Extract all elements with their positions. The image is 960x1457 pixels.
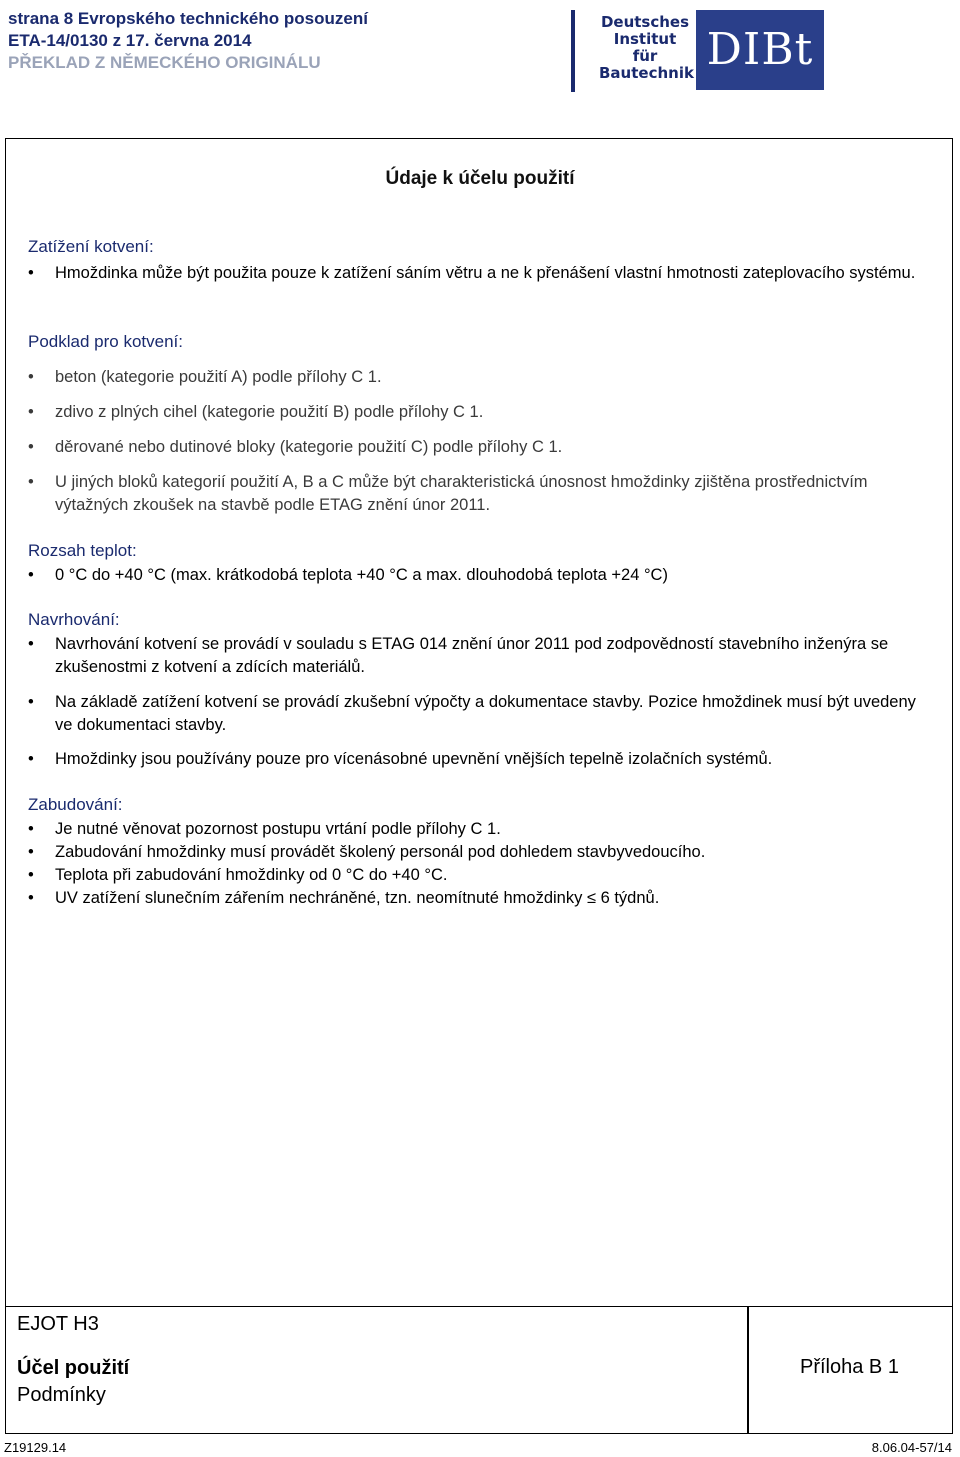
- list-item: • Teplota při zabudování hmoždinky od 0 °C do +40 °C.: [28, 866, 448, 884]
- list-item: • U jiných bloků kategorií použití A, B a C může být charakteristická únosnost hmoždinky zjištěna prostřednictvím výtažných zkoušek na stavbě podle ETAG znění únor 2011.: [28, 473, 868, 514]
- footer-product: EJOT H3: [17, 1313, 99, 1335]
- list-item: • beton (kategorie použití A) podle přílohy C 1.: [28, 368, 382, 386]
- footer-code-left: Z19129.14: [4, 1440, 67, 1455]
- section-heading-anchorage-load: Zatížení kotvení:: [28, 237, 154, 256]
- list-item: • Hmoždinka může být použita pouze k zatížení sáním větru a ne k přenášení vlastní hmotnosti zateplovacího systému.: [28, 264, 916, 282]
- footer-annex: Příloha B 1: [800, 1356, 899, 1378]
- logo-mark: DIBt: [696, 10, 824, 90]
- list-item: • Na základě zatížení kotvení se provádí zkušební výpočty a dokumentace stavby. Pozice hmoždinek musí být uvedeny ve dokumentaci stavby.: [28, 693, 916, 734]
- footer-subtitle: Podmínky: [17, 1384, 106, 1406]
- section-heading-installation: Zabudování:: [28, 795, 123, 814]
- logo-text: Deutsches Institut für Bautechnik: [599, 13, 694, 82]
- header-page-ref: strana 8 Evropského technického posouzení: [8, 9, 368, 28]
- footer-divider: [747, 1307, 749, 1433]
- list-item: • Navrhování kotvení se provádí v souladu s ETAG 014 znění únor 2011 pod zodpovědností stavebního inženýra se zkušenostmi z kotvení a zdících materiálů.: [28, 635, 889, 676]
- list-item: • Je nutné věnovat pozornost postupu vrtání podle přílohy C 1.: [28, 820, 501, 838]
- footer-subject: Účel použití: [17, 1357, 130, 1379]
- header-translation-note: PŘEKLAD Z NĚMECKÉHO ORIGINÁLU: [8, 53, 321, 72]
- section-heading-design: Navrhování:: [28, 610, 120, 629]
- document-header: [8, 8, 368, 74]
- section-heading-base-material: Podklad pro kotvení:: [28, 332, 183, 351]
- list-item: • zdivo z plných cihel (kategorie použití B) podle přílohy C 1.: [28, 403, 484, 421]
- page-title: Údaje k účelu použití: [385, 168, 575, 189]
- list-item: • Hmoždinky jsou používány pouze pro vícenásobné upevnění vnějších tepelně izolačních systémů.: [28, 750, 773, 768]
- section-heading-temperature-range: Rozsah teplot:: [28, 541, 137, 560]
- logo-bar: [571, 10, 575, 92]
- list-item: • UV zatížení slunečním zářením nechráněné, tzn. neomítnuté hmoždinky ≤ 6 týdnů.: [28, 889, 660, 907]
- list-item: • děrované nebo dutinové bloky (kategorie použití C) podle přílohy C 1.: [28, 438, 563, 456]
- list-item: • 0 °C do +40 °C (max. krátkodobá teplota +40 °C a max. dlouhodobá teplota +24 °C): [28, 566, 668, 584]
- list-item: • Zabudování hmoždinky musí provádět školený personál pod dohledem stavbyvedoucího.: [28, 843, 706, 861]
- dibt-logo: [571, 10, 824, 92]
- header-eta-number: ETA-14/0130 z 17. června 2014: [8, 31, 252, 50]
- footer-code-right: 8.06.04-57/14: [871, 1440, 952, 1455]
